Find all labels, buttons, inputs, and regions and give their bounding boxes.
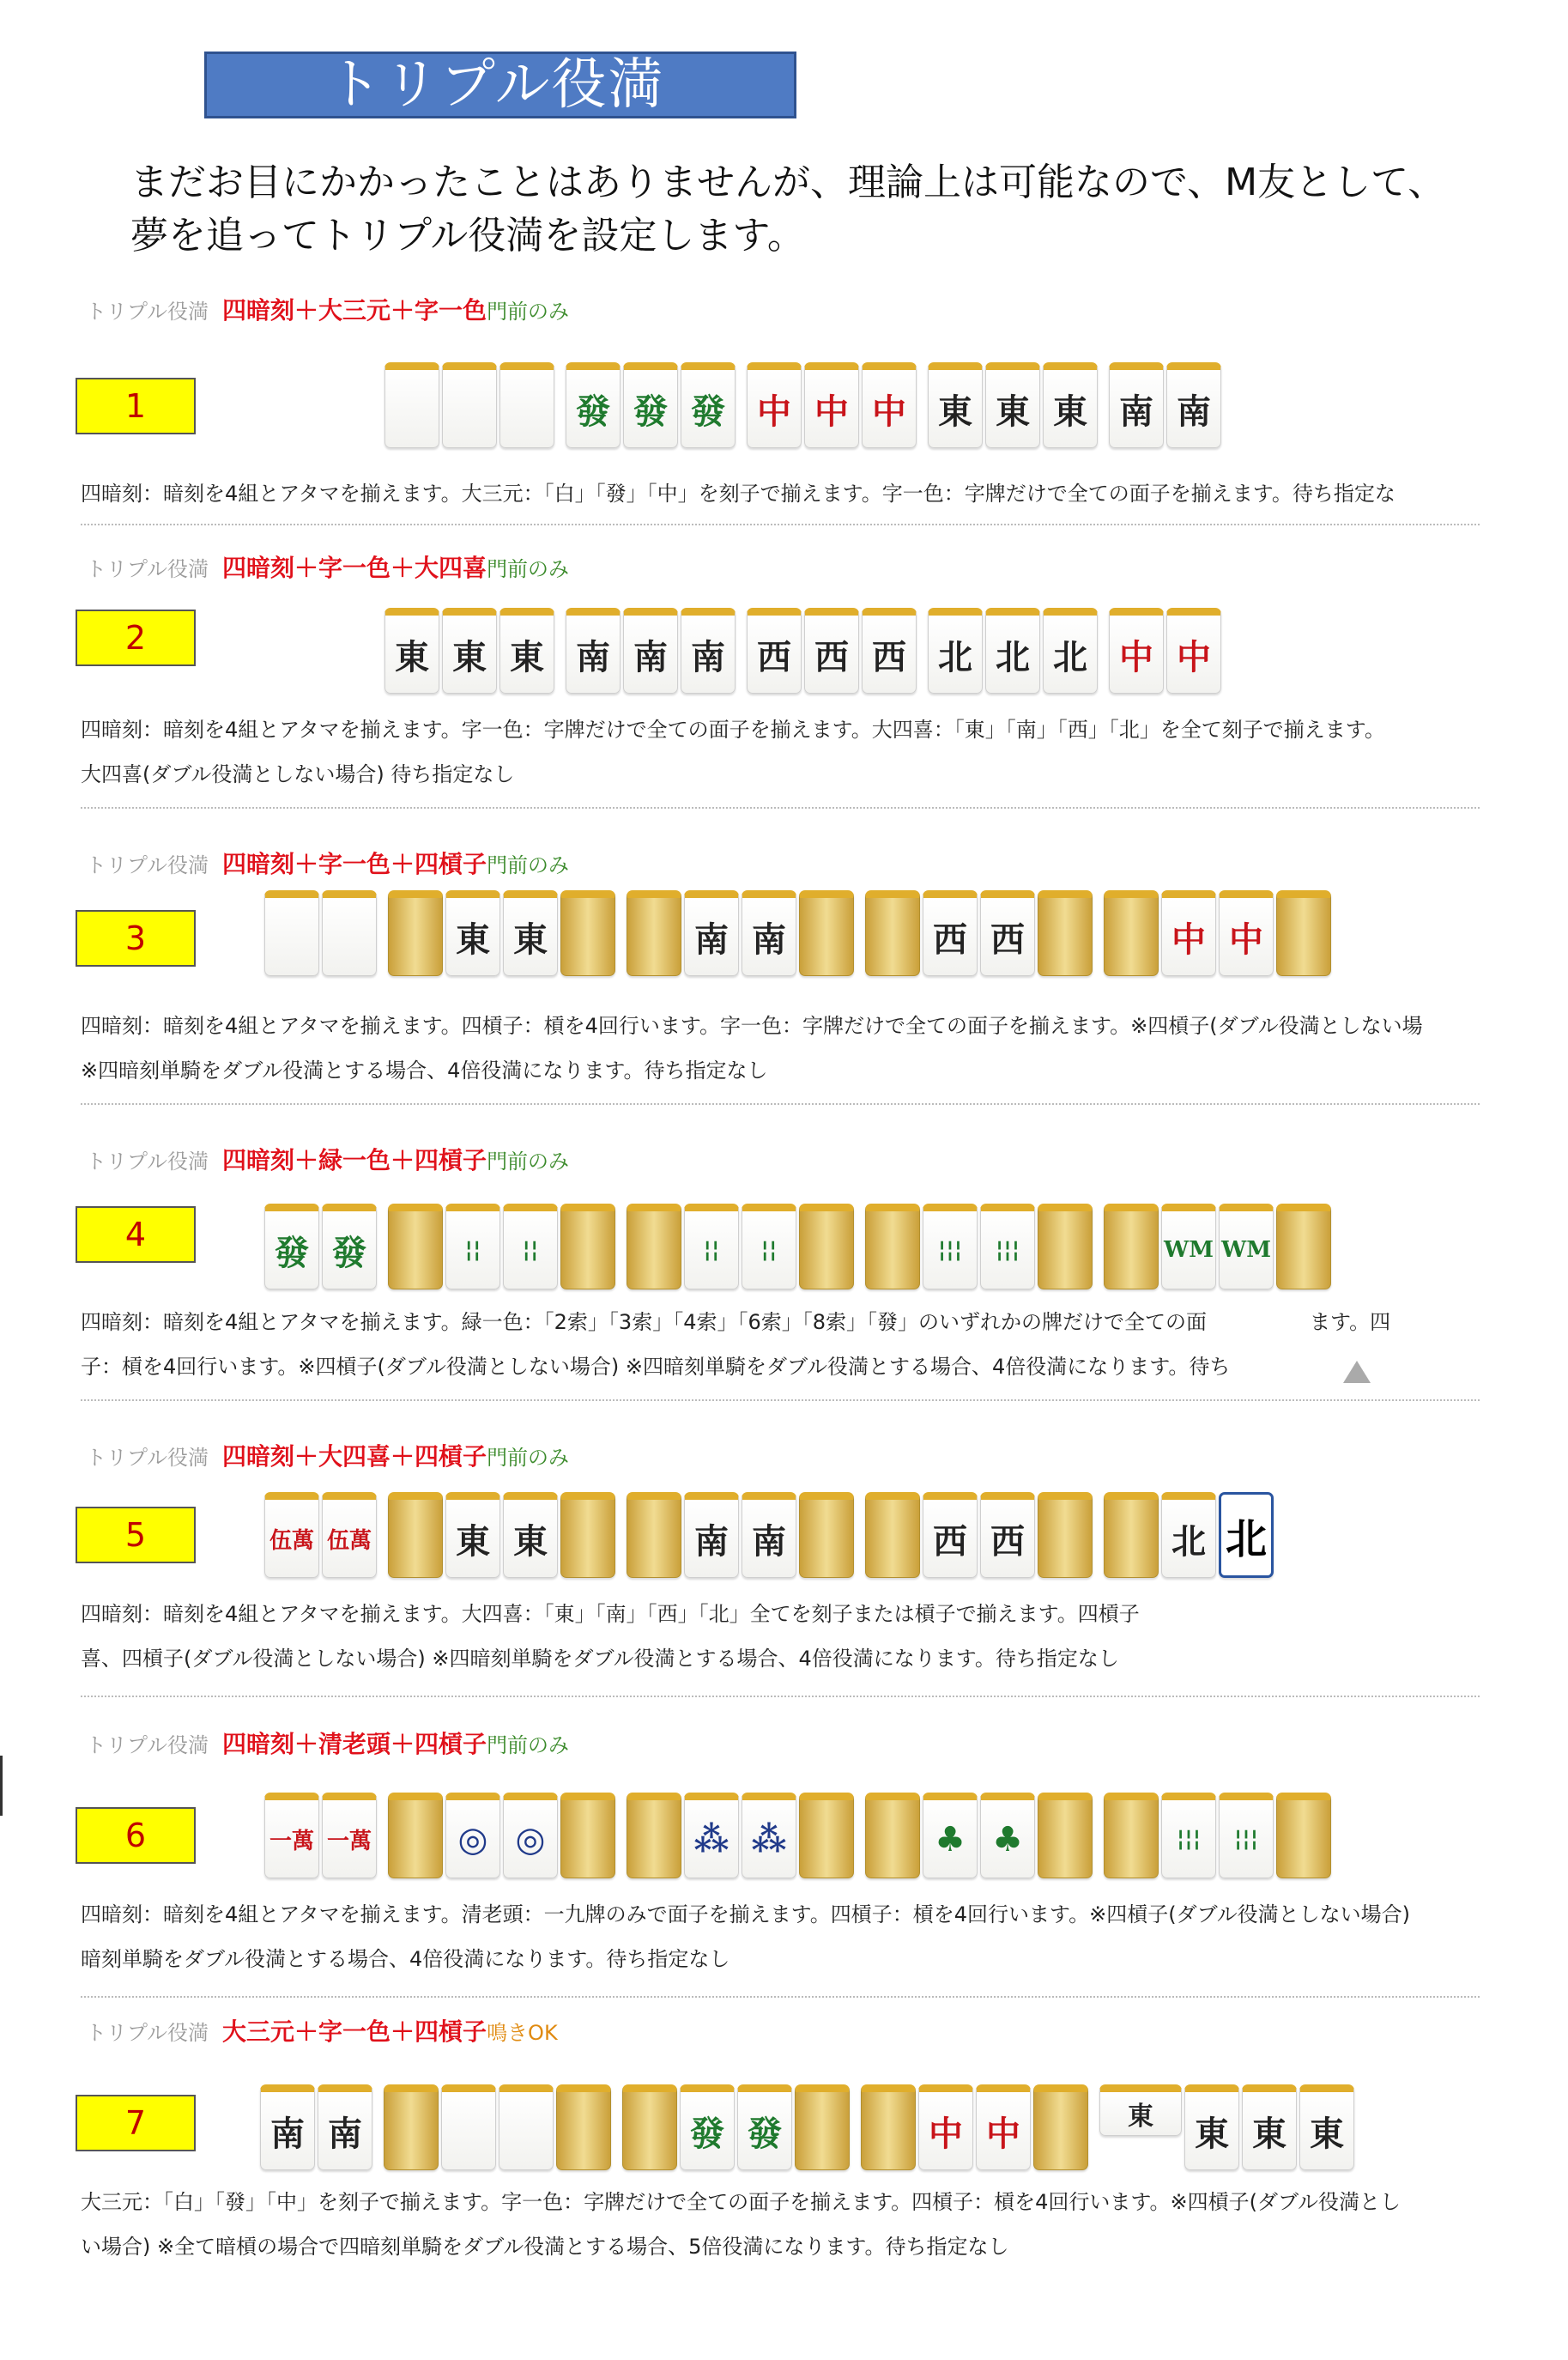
tile-group — [1109, 362, 1224, 448]
section-divider — [81, 1696, 1480, 1697]
tile-group — [865, 1204, 1095, 1289]
mahjong-tile: 西 — [923, 890, 978, 976]
mahjong-tile: ¦¦ — [742, 1204, 796, 1289]
section-number-box: 3 — [76, 910, 196, 967]
mahjong-tile: 南 — [742, 1492, 796, 1578]
yaku-combination: 四暗刻＋緑一色＋四槓子 — [222, 1146, 487, 1174]
tile-group — [1104, 1204, 1334, 1289]
mahjong-tile-back — [861, 2084, 916, 2170]
tile-group — [622, 2084, 852, 2170]
mahjong-tile: ⁂ — [742, 1793, 796, 1878]
condition-label: 門前のみ — [487, 853, 570, 877]
mahjong-tile: WM — [1161, 1204, 1216, 1289]
section-divider — [81, 807, 1480, 809]
mahjong-tile-back — [1276, 890, 1331, 976]
mahjong-tile-back — [388, 1492, 443, 1578]
section-heading — [86, 2013, 558, 2048]
mahjong-tile: ¦¦ — [445, 1204, 500, 1289]
yaku-combination: 大三元＋字一色＋四槓子 — [222, 2017, 487, 2046]
mahjong-tile: 西 — [980, 1492, 1035, 1578]
condition-label: 門前のみ — [487, 557, 570, 581]
category-label: トリプル役満 — [86, 853, 209, 877]
tile-group — [260, 2084, 375, 2170]
mahjong-tile: 發 — [623, 362, 678, 448]
tile-hand — [264, 1793, 1342, 1878]
section-heading — [86, 846, 569, 880]
mahjong-tile: 東 — [985, 362, 1040, 448]
category-label: トリプル役満 — [86, 1733, 209, 1757]
section-number-box: 2 — [76, 610, 196, 666]
mahjong-tile-back — [865, 1793, 920, 1878]
tile-group — [865, 890, 1095, 976]
section-number-box: 5 — [76, 1507, 196, 1563]
mahjong-tile-back — [799, 1793, 854, 1878]
section-number-box: 6 — [76, 1807, 196, 1864]
mahjong-tile: 東 — [1184, 2084, 1239, 2170]
mahjong-tile-back — [1038, 890, 1093, 976]
tile-hand — [264, 1492, 1285, 1578]
mahjong-tile-back — [1033, 2084, 1088, 2170]
condition-label: 門前のみ — [487, 300, 570, 324]
mahjong-tile: 中 — [976, 2084, 1031, 2170]
mahjong-tile-back — [560, 1492, 615, 1578]
mahjong-tile-back — [865, 890, 920, 976]
mahjong-tile-back — [560, 1793, 615, 1878]
mahjong-tile: 南 — [623, 608, 678, 694]
tile-group — [928, 362, 1100, 448]
mahjong-tile-back — [1038, 1492, 1093, 1578]
tile-group — [865, 1492, 1095, 1578]
mahjong-tile: 南 — [681, 608, 736, 694]
mahjong-tile-back — [865, 1492, 920, 1578]
rule-description: 喜、四槓子(ダブル役満としない場合) ※四暗刻単騎をダブル役満とする場合、4倍役満になります。待ち指定なし — [81, 1647, 1119, 1671]
mahjong-tile: 南 — [566, 608, 621, 694]
condition-label: 門前のみ — [487, 1150, 570, 1174]
tile-group — [264, 1492, 379, 1578]
tile-group — [388, 1492, 618, 1578]
tile-group — [1109, 608, 1224, 694]
yaku-combination: 四暗刻＋大四喜＋四槓子 — [222, 1442, 487, 1471]
mahjong-tile: 中 — [1109, 608, 1164, 694]
yaku-combination: 四暗刻＋字一色＋大四喜 — [222, 554, 487, 582]
tile-hand — [264, 1204, 1342, 1289]
tile-group — [861, 2084, 1091, 2170]
mahjong-tile: ¦¦¦ — [1161, 1793, 1216, 1878]
tile-group — [384, 2084, 614, 2170]
tile-hand — [260, 2084, 1365, 2170]
mahjong-tile-back — [799, 890, 854, 976]
edge-line — [0, 1756, 3, 1816]
mahjong-tile-back — [865, 1204, 920, 1289]
mahjong-tile: 東 — [1043, 362, 1098, 448]
mahjong-tile: 北 — [928, 608, 983, 694]
mahjong-tile: 南 — [684, 1492, 739, 1578]
category-label: トリプル役満 — [86, 300, 209, 324]
mahjong-tile-back — [627, 1204, 681, 1289]
rule-description: 暗刻単騎をダブル役満とする場合、4倍役満になります。待ち指定なし — [81, 1947, 730, 1971]
tile-group — [264, 890, 379, 976]
mahjong-tile: 西 — [980, 890, 1035, 976]
mahjong-tile: 伍萬 — [264, 1492, 319, 1578]
rule-description: 四暗刻：暗刻を4組とアタマを揃えます。大四喜：「東」「南」「西」「北」全てを刻子または槓子で揃えます。四槓子 — [81, 1602, 1140, 1626]
mahjong-tile: ¦¦ — [503, 1204, 558, 1289]
mahjong-tile: 南 — [742, 890, 796, 976]
mahjong-tile: 東 — [503, 890, 558, 976]
mahjong-tile-blank — [442, 362, 497, 448]
tile-group — [384, 608, 557, 694]
mahjong-tile: 南 — [260, 2084, 315, 2170]
mahjong-tile: 中 — [747, 362, 802, 448]
mahjong-tile-blank — [264, 890, 319, 976]
mahjong-tile-back — [627, 890, 681, 976]
section-heading — [86, 549, 569, 584]
tile-group — [388, 1793, 618, 1878]
mahjong-tile-blank — [441, 2084, 496, 2170]
rule-description: 四暗刻：暗刻を4組とアタマを揃えます。大三元：「白」「發」「中」を刻子で揃えます。字一色：字牌だけで全ての面子を揃えます。待ち指定な — [81, 482, 1395, 506]
mahjong-tile: 西 — [923, 1492, 978, 1578]
mahjong-tile: 發 — [681, 362, 736, 448]
section-heading — [86, 1438, 569, 1472]
tile-group — [928, 608, 1100, 694]
tile-group — [627, 1204, 857, 1289]
condition-label: 鳴きOK — [487, 2021, 558, 2045]
mahjong-tile: 中 — [804, 362, 859, 448]
rule-description: 四暗刻：暗刻を4組とアタマを揃えます。字一色：字牌だけで全ての面子を揃えます。大四喜：「東」「南」「西」「北」を全て刻子で揃えます。 — [81, 718, 1385, 742]
tile-group — [566, 362, 738, 448]
mahjong-tile-back — [1104, 1793, 1159, 1878]
mahjong-tile-back — [627, 1492, 681, 1578]
mahjong-tile-back — [556, 2084, 611, 2170]
mahjong-tile: 一萬 — [322, 1793, 377, 1878]
mahjong-tile: ¦¦ — [684, 1204, 739, 1289]
scroll-up-arrow-icon[interactable] — [1343, 1361, 1371, 1383]
mahjong-tile-back — [1038, 1204, 1093, 1289]
section-number-box: 7 — [76, 2095, 196, 2151]
mahjong-tile: 南 — [1166, 362, 1221, 448]
tile-group — [1104, 890, 1334, 976]
mahjong-tile: ⁂ — [684, 1793, 739, 1878]
mahjong-tile: 東 — [445, 890, 500, 976]
mahjong-tile-back — [560, 890, 615, 976]
mahjong-tile: 東 — [928, 362, 983, 448]
mahjong-tile: 東 — [384, 608, 439, 694]
mahjong-tile-blank — [384, 362, 439, 448]
mahjong-tile: 中 — [918, 2084, 973, 2170]
tile-hand — [264, 890, 1342, 976]
mahjong-tile-back — [622, 2084, 677, 2170]
rule-description: 大三元：「白」「發」「中」を刻子で揃えます。字一色：字牌だけで全ての面子を揃えます。四槓子：槓を4回行います。※四槓子(ダブル役満とし — [81, 2190, 1402, 2214]
mahjong-tile: ¦¦¦ — [923, 1204, 978, 1289]
mahjong-tile: ◎ — [445, 1793, 500, 1878]
mahjong-tile-blank — [322, 890, 377, 976]
mahjong-tile: 南 — [684, 890, 739, 976]
rule-description: 四暗刻：暗刻を4組とアタマを揃えます。四槓子：槓を4回行います。字一色：字牌だけで全ての面子を揃えます。※四槓子(ダブル役満としない場 — [81, 1014, 1423, 1038]
mahjong-tile: ◎ — [503, 1793, 558, 1878]
mahjong-tile-back — [1104, 890, 1159, 976]
mahjong-tile: 東 — [442, 608, 497, 694]
tile-group — [1104, 1492, 1276, 1578]
mahjong-tile: ♣ — [923, 1793, 978, 1878]
mahjong-tile: ¦¦¦ — [980, 1204, 1035, 1289]
mahjong-tile: 西 — [804, 608, 859, 694]
section-number-box: 4 — [76, 1206, 196, 1263]
mahjong-tile: 一萬 — [264, 1793, 319, 1878]
category-label: トリプル役満 — [86, 557, 209, 581]
tile-group — [1104, 1793, 1334, 1878]
mahjong-tile: 東 — [1242, 2084, 1297, 2170]
mahjong-tile: 南 — [318, 2084, 372, 2170]
mahjong-tile: 北 — [1043, 608, 1098, 694]
intro-text: まだお目にかかったことはありませんが、理論上は可能なので、M友として、夢を追ってトリプル役満を設定します。 — [130, 161, 1446, 258]
mahjong-tile: 東 — [1099, 2084, 1182, 2136]
mahjong-tile-back — [560, 1204, 615, 1289]
mahjong-tile-back — [1276, 1793, 1331, 1878]
mahjong-tile-back — [1104, 1492, 1159, 1578]
mahjong-tile: 東 — [1299, 2084, 1354, 2170]
condition-label: 門前のみ — [487, 1733, 570, 1757]
mahjong-tile: 中 — [862, 362, 917, 448]
mahjong-tile: 發 — [322, 1204, 377, 1289]
mahjong-tile-back — [1038, 1793, 1093, 1878]
mahjong-tile: 東 — [499, 608, 554, 694]
mahjong-tile: 西 — [747, 608, 802, 694]
rule-description: 子：槓を4回行います。※四槓子(ダブル役満としない場合) ※四暗刻単騎をダブル役満とする場合、4倍役満になります。待ち — [81, 1355, 1231, 1379]
mahjong-tile-back — [795, 2084, 850, 2170]
tile-group — [384, 362, 557, 448]
rule-description: ※四暗刻単騎をダブル役満とする場合、4倍役満になります。待ち指定なし — [81, 1059, 768, 1083]
mahjong-tile: 發 — [680, 2084, 735, 2170]
mahjong-tile-back — [799, 1492, 854, 1578]
section-heading — [86, 292, 569, 326]
category-label: トリプル役満 — [86, 1150, 209, 1174]
mahjong-tile: 北 — [1161, 1492, 1216, 1578]
mahjong-tile: 發 — [566, 362, 621, 448]
tile-group — [388, 1204, 618, 1289]
tile-group — [388, 890, 618, 976]
mahjong-tile: 南 — [1109, 362, 1164, 448]
category-label: トリプル役満 — [86, 2021, 209, 2045]
mahjong-tile-back — [1104, 1204, 1159, 1289]
mahjong-tile: 北 — [985, 608, 1040, 694]
mahjong-tile: ♣ — [980, 1793, 1035, 1878]
tile-group — [264, 1204, 379, 1289]
yaku-combination: 四暗刻＋清老頭＋四槓子 — [222, 1730, 487, 1758]
tile-group — [627, 1793, 857, 1878]
mahjong-tile: 中 — [1219, 890, 1274, 976]
yaku-combination: 四暗刻＋大三元＋字一色 — [222, 296, 487, 325]
rule-description: 四暗刻：暗刻を4組とアタマを揃えます。清老頭：一九牌のみで面子を揃えます。四槓子：槓を4回行います。※四槓子(ダブル役満としない場合) — [81, 1902, 1410, 1926]
tile-hand — [384, 362, 1232, 448]
mahjong-tile: 發 — [737, 2084, 792, 2170]
section-number-box: 1 — [76, 378, 196, 434]
tile-group — [264, 1793, 379, 1878]
section-divider — [81, 524, 1480, 525]
mahjong-tile-back — [627, 1793, 681, 1878]
section-heading — [86, 1142, 569, 1176]
tile-group — [747, 608, 919, 694]
category-label: トリプル役満 — [86, 1446, 209, 1470]
mahjong-tile: 東 — [445, 1492, 500, 1578]
mahjong-tile-blank — [499, 362, 554, 448]
tile-group — [1099, 2084, 1357, 2170]
mahjong-tile: 北 — [1219, 1492, 1274, 1578]
mahjong-tile: 西 — [862, 608, 917, 694]
mahjong-tile-back — [388, 890, 443, 976]
yaku-combination: 四暗刻＋字一色＋四槓子 — [222, 850, 487, 878]
section-divider — [81, 1996, 1480, 1998]
mahjong-tile-back — [799, 1204, 854, 1289]
condition-label: 門前のみ — [487, 1446, 570, 1470]
mahjong-tile-blank — [499, 2084, 554, 2170]
tile-hand — [384, 608, 1232, 694]
section-divider — [81, 1399, 1480, 1401]
rule-description: 大四喜(ダブル役満としない場合) 待ち指定なし — [81, 762, 515, 786]
rule-description: 四暗刻：暗刻を4組とアタマを揃えます。緑一色：「2索」「3索」「4索」「6索」「8索」「發」のいずれかの牌だけで全ての面 ます。四 — [81, 1310, 1391, 1334]
mahjong-tile-back — [388, 1793, 443, 1878]
mahjong-tile-back — [1276, 1204, 1331, 1289]
tile-group — [865, 1793, 1095, 1878]
rule-description: い場合) ※全て暗槓の場合で四暗刻単騎をダブル役満とする場合、5倍役満になります。待ち指定なし — [81, 2235, 1009, 2259]
tile-group — [627, 1492, 857, 1578]
mahjong-tile: 中 — [1166, 608, 1221, 694]
mahjong-tile-back — [384, 2084, 439, 2170]
mahjong-tile: 伍萬 — [322, 1492, 377, 1578]
mahjong-tile-back — [388, 1204, 443, 1289]
page-title: トリプル役満 — [204, 52, 796, 118]
mahjong-tile: 東 — [503, 1492, 558, 1578]
tile-group — [627, 890, 857, 976]
mahjong-tile: 發 — [264, 1204, 319, 1289]
mahjong-tile: 中 — [1161, 890, 1216, 976]
section-divider — [81, 1103, 1480, 1105]
mahjong-tile: ¦¦¦ — [1219, 1793, 1274, 1878]
tile-group — [747, 362, 919, 448]
tile-group — [566, 608, 738, 694]
mahjong-tile: WM — [1219, 1204, 1274, 1289]
section-heading — [86, 1726, 569, 1760]
